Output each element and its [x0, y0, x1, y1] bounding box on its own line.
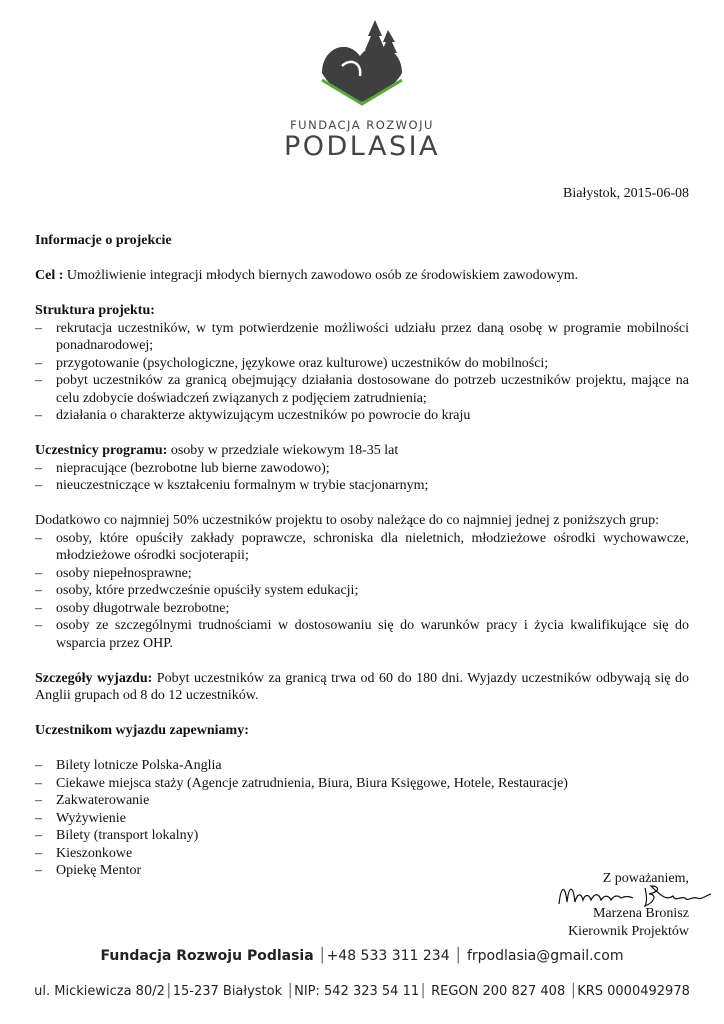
list-item: – Kieszonkowe	[35, 845, 689, 863]
letter-body	[35, 232, 689, 880]
footer-address: ul. Mickiewicza 80/2	[34, 984, 165, 999]
foundation-logo	[312, 18, 412, 118]
closing-greeting: Z poważaniem,	[602, 871, 689, 886]
list-item: – przygotowanie (psychologiczne, językowe oraz kulturowe) uczestników do mobilności;	[35, 355, 689, 373]
list-item: – niepracujące (bezrobotne lub bierne zawodowo);	[35, 460, 689, 478]
provide-heading: Uczestnikom wyjazdu zapewniamy:	[35, 723, 249, 738]
list-item: – pobyt uczestników za granicą obejmujący działania dostosowane do potrzeb uczestników projektu, mające na celu zdobycie doświadczeń związanych z podjęciem zatrudnienia;	[35, 372, 689, 407]
goal-label: Cel :	[35, 268, 64, 283]
provide-list	[35, 757, 689, 880]
footer-regon: REGON 200 827 408	[431, 984, 566, 999]
trip-paragraph	[35, 670, 689, 705]
handwritten-signature	[555, 876, 715, 916]
list-item: – osoby długotrwale bezrobotne;	[35, 600, 689, 618]
list-item: – Zakwaterowanie	[35, 792, 689, 810]
list-item: – osoby ze szczególnymi trudnościami w dostosowaniu się do warunków pracy i życia kwalifikujące się do wsparcia przez OHP.	[35, 617, 689, 652]
list-item: – osoby, które przedwcześnie opuściły system edukacji;	[35, 582, 689, 600]
list-item: – rekrutacja uczestników, w tym potwierdzenie możliwości udziału przez daną osobę w programie mobilności ponadnarodowej;	[35, 320, 689, 355]
signer-name: Marzena Bronisz	[592, 906, 689, 921]
list-item: – nieuczestniczące w kształceniu formalnym w trybie stacjonarnym;	[35, 477, 689, 495]
participants-label: Uczestnicy programu:	[35, 443, 168, 458]
participants-text: osoby w przedziale wiekowym 18-35 lat	[167, 443, 399, 458]
participants-paragraph	[35, 442, 689, 460]
footer-email: frpodlasia@gmail.com	[466, 948, 624, 964]
footer-krs: KRS 0000492978	[577, 984, 690, 999]
additional-groups-list	[35, 530, 689, 653]
list-item: – Bilety (transport lokalny)	[35, 827, 689, 845]
list-item: – Opiekę Mentor	[35, 862, 689, 880]
signer-role: Kierownik Projektów	[568, 923, 689, 939]
trip-text: Pobyt uczestników za granicą trwa od 60 do 180 dni. Wyjazdy uczestników odbywają się do Anglii grupach od 8 do 12 uczestników.	[35, 670, 689, 703]
list-item: – Wyżywienie	[35, 810, 689, 828]
footer-postal: 15-237 Białystok	[172, 984, 283, 999]
structure-list	[35, 320, 689, 425]
footer-contact: Fundacja Rozwoju Podlasia │+48 533 311 234 │ frpodlasia@gmail.com	[100, 948, 624, 964]
logo-org-subtitle: FUNDACJA ROZWOJU	[290, 118, 434, 132]
footer-registry: ul. Mickiewicza 80/2│15-237 Białystok │NIP: 542 323 54 11│ REGON 200 827 408 │KRS 0000492978	[34, 984, 690, 999]
document-title: Informacje o projekcie	[35, 233, 172, 248]
logo-org-name: PODLASIA	[283, 131, 441, 162]
footer-nip: NIP: 542 323 54 11	[294, 984, 420, 999]
trip-label: Szczegóły wyjazdu:	[35, 670, 153, 686]
date-line: Białystok, 2015-06-08	[563, 186, 689, 201]
structure-heading: Struktura projektu:	[35, 303, 155, 318]
list-item: – działania o charakterze aktywizującym uczestników po powrocie do kraju	[35, 407, 689, 425]
list-item: – osoby, które opuściły zakłady poprawcze, schroniska dla nieletnich, młodzieżowe ośrodki wychowawcze, młodzieżowe ośrodki socjoterapii;	[35, 530, 689, 565]
additional-intro: Dodatkowo co najmniej 50% uczestników projektu to osoby należące do co najmniej jednej z poniższych grup:	[35, 513, 659, 528]
footer-phone: +48 533 311 234	[326, 948, 450, 964]
goal-text: Umożliwienie integracji młodych biernych zawodowo osób ze środowiskiem zawodowym.	[63, 268, 579, 283]
goal-paragraph	[35, 267, 689, 285]
list-item: – osoby niepełnosprawne;	[35, 565, 689, 583]
footer-org-name: Fundacja Rozwoju Podlasia	[100, 948, 314, 964]
participants-list	[35, 460, 689, 495]
list-item: – Ciekawe miejsca staży (Agencje zatrudnienia, Biura, Biura Księgowe, Hotele, Restauracje)	[35, 775, 689, 793]
list-item: – Bilety lotnicze Polska-Anglia	[35, 757, 689, 775]
